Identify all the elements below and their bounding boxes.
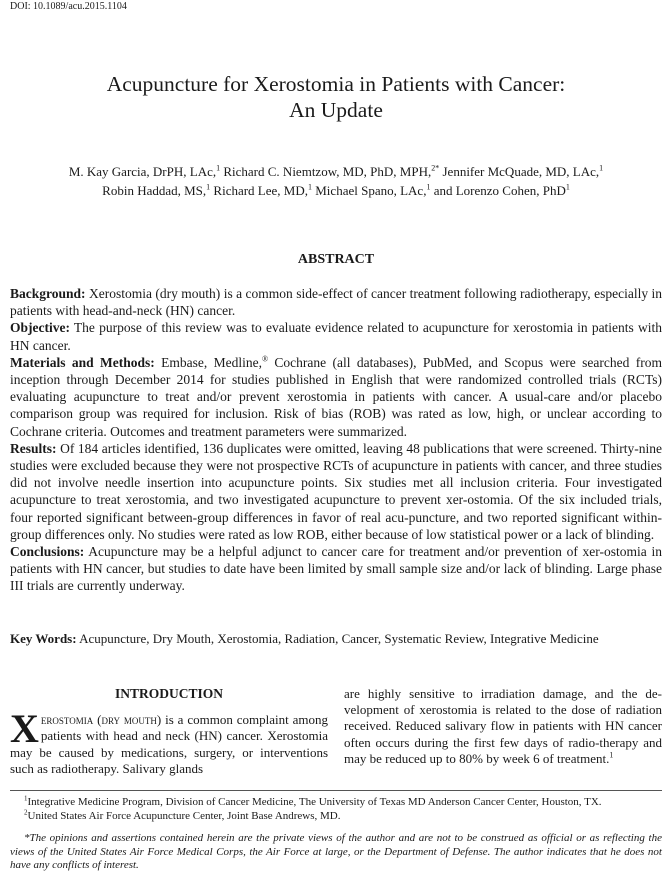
intro-right-column <box>344 686 662 767</box>
paper-page <box>10 0 662 880</box>
author-list <box>10 162 662 200</box>
author: Michael Spano, LAc,$^1$ <box>312 182 431 198</box>
abstract-background: Background: Xerostomia (dry mouth) is a common side-effect of cancer treatment following radiotherapy, especially in patients with head-and-neck (HN) cancer. <box>10 286 662 319</box>
intro-paragraph: Xerostomia (dry mouth) is a common complaint among patients with head and neck (HN) cancer. Xerostomia may be caused by medications, surgery, or interventions such as radiotherapy. Salivary glands <box>10 706 328 776</box>
introduction-heading: INTRODUCTION <box>114 686 223 701</box>
author: Robin Haddad, MS,$^1$ <box>102 182 211 198</box>
affiliations <box>10 796 662 823</box>
author: and Lorenzo Cohen, PhD$^1$ <box>430 182 570 198</box>
author: Richard C. Niemtzow, MD, PhD, MPH,$^{2*}$ <box>220 163 440 179</box>
footnote-divider <box>10 790 662 791</box>
drop-cap: X <box>10 706 39 752</box>
doi: DOI: 10.1089/acu.2015.1104 <box>10 1 127 12</box>
abstract-conclusions: Conclusions: Acupuncture may be a helpful adjunct to cancer care for treatment and/or prevention of xer-ostomia in patients with HN cancer, but studies to date have been limited by small sample size and/or lack of blinding. Large phase III trials are currently underway. <box>10 544 662 594</box>
intro-left-column <box>10 686 328 777</box>
author: Richard Lee, MD,$^1$ <box>210 182 312 198</box>
affiliation: $^2$United States Air Force Acupuncture Center, Joint Base Andrews, MD. <box>24 807 341 822</box>
abstract <box>10 285 662 595</box>
paper-title <box>10 71 662 123</box>
affiliation: $^1$Integrative Medicine Program, Division of Cancer Medicine, The University of Texas MD Anderson Cancer Center, Houston, TX. <box>24 794 602 808</box>
abstract-objective: Objective: The purpose of this review was to evaluate evidence related to acupuncture for xerostomia in patients with HN cancer. <box>10 320 662 353</box>
title-line-2: An Update <box>289 98 383 122</box>
author: M. Kay Garcia, DrPH, LAc,$^1$ <box>68 163 221 179</box>
abstract-methods: Materials and Methods: Embase, Medline,® Cochrane (all databases), PubMed, and Scopus were searched from inception through December 2014 for studies published in English that were randomized controlled trials (RCTs) evaluating acupuncture to treat and/or prevent xerostomia in patients with cancer. A usual-care and/or placebo comparison group was required for inclusion. Risk of bias (ROB) was rated as low, high, or unclear according to Cochrane criteria. Outcomes and treatment parameters were summarized. <box>10 354 662 439</box>
author: Jennifer McQuade, MD, LAc,$^1$ <box>439 163 604 179</box>
abstract-heading: ABSTRACT <box>297 252 375 267</box>
keywords: Key Words: Acupuncture, Dry Mouth, Xerostomia, Radiation, Cancer, Systematic Review, Integrative Medicine <box>10 631 599 646</box>
intro-paragraph-continued: are highly sensitive to irradiation damage, and the de-velopment of xerostomia is related to the dose of radiation received. Reduced salivary flow in patients with HN cancer often occurs during the first few days of radio-therapy and may be reduced up to 80% by week 6 of treatment.$^1$ <box>344 686 662 766</box>
abstract-results: Results: Of 184 articles identified, 136 duplicates were omitted, leaving 48 publications that were screened. Thirty-nine studies were excluded because they were not prospective RCTs of acupuncture in patients with cancer, and three studies did not involve needle insertion into acupuncture points. Six studies met all inclusion criteria. Four investigated acupuncture to treat xerostomia, and two investigated acupuncture to prevent xer-ostomia. Of the six included trials, four reported significant between-group differences in favor of real acu-puncture, and two reported significant within-group differences only. No studies were rated as low ROB, either because of low statistical power or a lack of blinding. <box>10 440 662 542</box>
disclaimer-footnote: *The opinions and assertions contained herein are the private views of the author and are not to be construed as official or as reflecting the views of the United States Air Force Medical Corps, the Air Force at large, or the Department of Defense. The author indicates that he does not have any conflicts of interest. <box>10 832 662 871</box>
title-line-1: Acupuncture for Xerostomia in Patients with Cancer: <box>106 72 566 96</box>
